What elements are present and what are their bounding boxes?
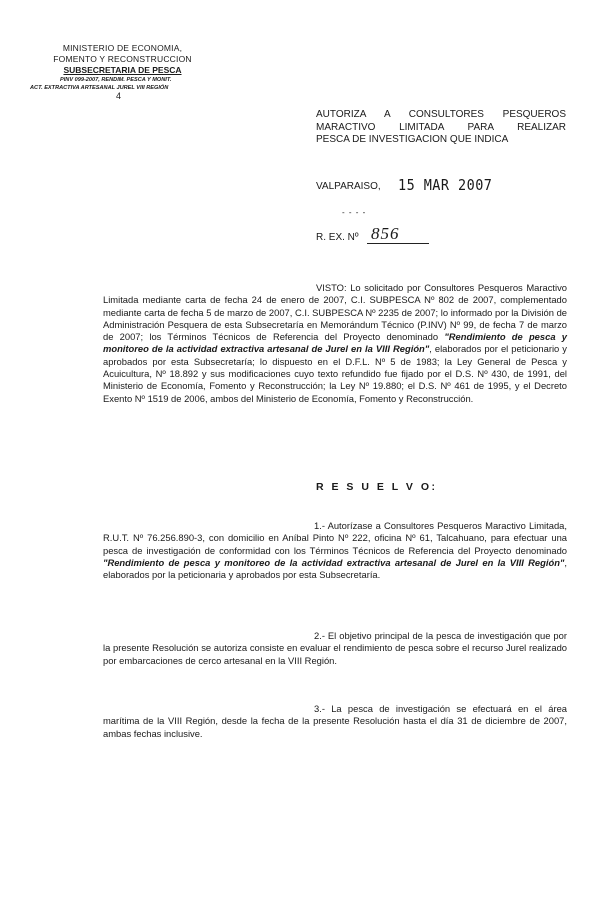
- subject-block: [316, 109, 566, 147]
- resuelvo-heading: R E S U E L V O:: [316, 481, 438, 493]
- item-1-title: "Rendimiento de pesca y monitoreo de la actividad extractiva artesanal de Jurel en la VIII Región": [103, 556, 565, 568]
- place-label: VALPARAISO,: [316, 181, 381, 192]
- visto-project-title: "Rendimiento de pesca y monitoreo de la actividad extractiva artesanal de Jurel en la VIII Región": [103, 331, 567, 355]
- item-3-paragraph: [103, 703, 567, 740]
- subject-line-2: MARACTIVO LIMITADA PARA REALIZAR: [316, 121, 566, 133]
- ministry-line-2: FOMENTO Y RECONSTRUCCION: [53, 54, 192, 64]
- handwritten-mark: 4: [116, 91, 122, 101]
- subsecretaria-line: SUBSECRETARIA DE PESCA: [63, 65, 182, 75]
- item-3-text: 3.- La pesca de investigación se efectuará en el área marítima de la VIII Región, desde la fecha de la presente Resolución hasta el día 31 de diciembre de 2007, ambas fechas inclusive.: [103, 703, 567, 739]
- visto-paragraph: [103, 282, 567, 405]
- item-1-text-b: , elaborados por la peticionaria y aprobados por esta Subsecretaría.: [103, 556, 567, 581]
- item-2-paragraph: [103, 630, 567, 667]
- item-1-paragraph: [103, 520, 567, 581]
- date-stamp: 15 MAR 2007: [398, 176, 493, 194]
- resolution-label: R. EX. Nº: [316, 232, 359, 243]
- visto-text-a: VISTO: Lo solicitado por Consultores Pesqueros Maractivo Limitada mediante carta de fecha 24 de enero de 2007, C.I. SUBPESCA Nº 802 de 2007, complementado mediante carta de fecha 5 de marzo de 2007, C.I. SUBPESCA Nº 2235 de 2007; lo informado por la División de Administración Pesquera de esta Subsecretaría en Memorándum Técnico (P.INV) Nº 99, de fecha 7 de marzo de 2007; los Términos Técnicos de Referencia del Proyecto denominado: [103, 282, 567, 343]
- item-1-text-a: 1.- Autorízase a Consultores Pesqueros Maractivo Limitada, R.U.T. Nº 76.256.890-3, con domicilio en Aníbal Pinto Nº 222, oficina Nº 61, Talcahuano, para efectuar una pesca de investigación de conformidad con los Términos Técnicos de Referencia del Proyecto denominado: [103, 520, 567, 556]
- subject-line-3: PESCA DE INVESTIGACION QUE INDICA: [316, 134, 509, 145]
- ministry-line-1: MINISTERIO DE ECONOMIA,: [62, 43, 183, 53]
- reference-line-1: PINV 099-2007, RENDIM. PESCA Y MONIT.: [60, 77, 172, 83]
- dash-marks: - - - -: [342, 208, 367, 217]
- visto-text-b: , elaborados por el peticionario y aprobados por esta Subsecretaría; lo dispuesto en el D.F.L. Nº 5 de 1983; la Ley General de Pesca y Acuicultura, Nº 18.892 y sus modificaciones cuyo texto refundido fue fijado por el D.S. Nº 430, de 1991, del Ministerio de Economía, Fomento y Reconstrucción; la Ley Nº 19.880; el D.S. Nº 461 de 1995, y el Decreto Exento Nº 1519 de 2006, ambos del Ministerio de Economía, Fomento y Reconstrucción.: [103, 343, 567, 404]
- subject-line-1: AUTORIZA A CONSULTORES PESQUEROS: [316, 109, 566, 120]
- reference-line-2: ACT. EXTRACTIVA ARTESANAL JUREL VIII REGIÓN: [30, 85, 169, 91]
- item-2-text: 2.- El objetivo principal de la pesca de investigación que por la presente Resolución se autoriza consiste en evaluar el rendimiento de pesca sobre el recurso Jurel realizado por embarcaciones de cerco artesanal en la VIII Región.: [103, 630, 567, 666]
- ministry-header: [30, 43, 215, 101]
- resolution-number: 856: [367, 225, 429, 244]
